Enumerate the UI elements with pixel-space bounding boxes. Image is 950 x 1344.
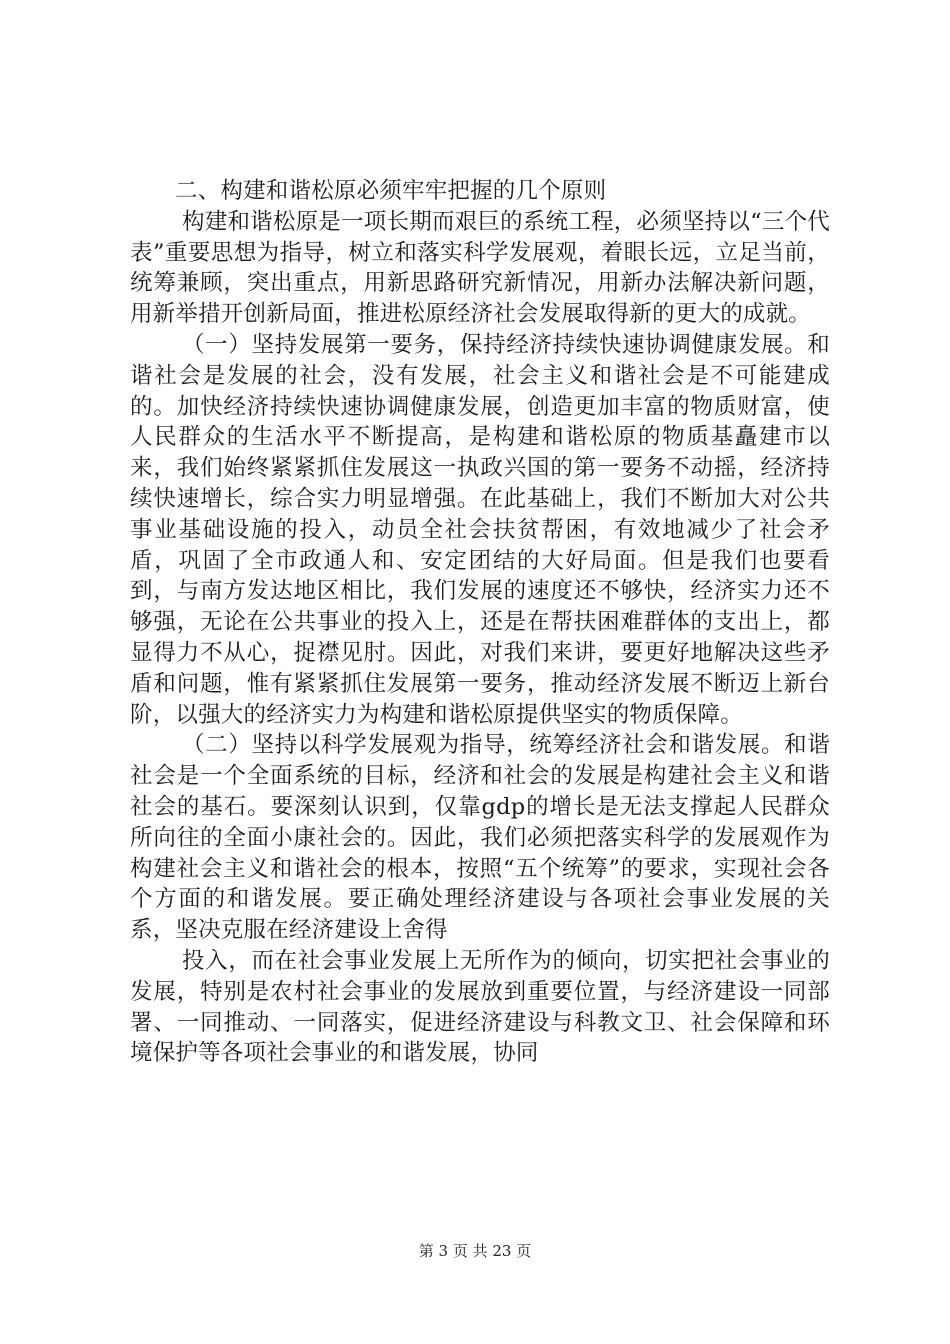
paragraph-continuation: 投入，而在社会事业发展上无所作为的倾向，切实把社会事业的发展，特别是农村社会事业的发展放到重要位置，与经济建设一同部署、一同推动、一同落实，促进经济建设与科教文卫、社会保障和环境保护等各项社会事业的和谐发展，协同 — [130, 947, 830, 1067]
paragraph-intro: 构建和谐松原是一项长期而艰巨的系统工程，必须坚持以“三个代表”重要思想为指导，树立和落实科学发展观，着眼长远，立足当前，统筹兼顾，突出重点，用新思路研究新情况，用新办法解决新问题，用新举措开创新局面，推进松原经济社会发展取得新的更大的成就。 — [130, 208, 830, 328]
section-heading: 二、构建和谐松原必须牢牢把握的几个原则 — [175, 178, 607, 204]
document-body — [130, 176, 830, 1069]
paragraph-principle-1: （一）坚持发展第一要务，保持经济持续快速协调健康发展。和谐社会是发展的社会，没有发展，社会主义和谐社会是不可能建成的。加快经济持续快速协调健康发展，创造更加丰富的物质财富，使人民群众的生活水平不断提高，是构建和谐松原的物质基矗建市以来，我们始终紧紧抓住发展这一执政兴国的第一要务不动摇，经济持续快速增长，综合实力明显增强。在此基础上，我们不断加大对公共事业基础设施的投入，动员全社会扶贫帮困，有效地减少了社会矛盾，巩固了全市政通人和、安定团结的大好局面。但是我们也要看到，与南方发达地区相比，我们发展的速度还不够快，经济实力还不够强，无论在公共事业的投入上，还是在帮扶困难群体的支出上，都显得力不从心，捉襟见肘。因此，对我们来讲，要更好地解决这些矛盾和问题，惟有紧紧抓住发展第一要务，推动经济发展不断迈上新台阶，以强大的经济实力为构建和谐松原提供坚实的物质保障。 — [130, 331, 830, 728]
page-number-label: 第 3 页 共 23 页 — [418, 1242, 532, 1260]
paragraph-principle-2: （二）坚持以科学发展观为指导，统筹经济社会和谐发展。和谐社会是一个全面系统的目标，经济和社会的发展是构建社会主义和谐社会的基石。要深刻认识到，仅靠gdp的增长是无法支撑起人民群众所向往的全面小康社会的。因此，我们必须把落实科学的发展观作为构建社会主义和谐社会的根本，按照“五个统筹”的要求，实现社会各个方面的和谐发展。要正确处理经济建设与各项社会事业发展的关系，坚决克服在经济建设上舍得 — [130, 732, 830, 944]
page-footer — [0, 1241, 950, 1261]
